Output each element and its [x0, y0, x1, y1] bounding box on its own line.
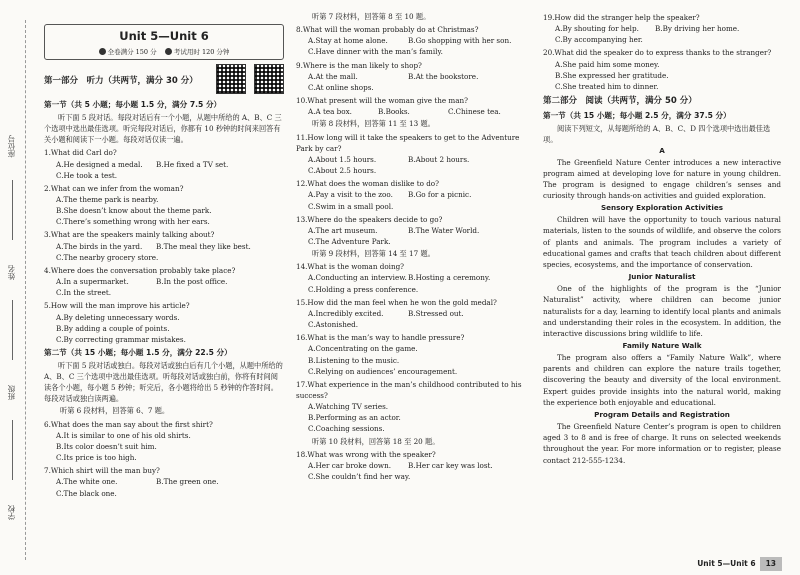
option-row [296, 355, 536, 366]
qr-code-icon[interactable] [254, 64, 284, 94]
answer-option[interactable]: C.By accompanying her. [555, 35, 643, 45]
option-row [44, 323, 284, 334]
passage-paragraph: The program also offers a “Family Nature Walk”, where parents and children can explore the nature trails together, discovering the beauty and diversity of the local environment. Expert guides provide insights into the natural world, making the experience both enjoyable and educational. [543, 353, 781, 407]
question-list-2d [296, 449, 536, 482]
passage-subheading: Sensory Exploration Activities [601, 203, 723, 213]
option-row [543, 70, 781, 81]
answer-option[interactable]: C.Relying on audiences’ encouragement. [308, 366, 458, 376]
answer-option[interactable]: B.She expressed her gratitude. [555, 70, 669, 80]
answer-option[interactable]: C.The nearby grocery store. [56, 252, 159, 262]
option-row [543, 34, 781, 45]
part1-sec2-heading: 第二节（共 15 小题；每小题 1.5 分，满分 22.5 分） [44, 348, 232, 358]
passage-subheading: Program Details and Registration [594, 409, 730, 419]
answer-option[interactable]: A.At the mall. [308, 71, 358, 81]
answer-option[interactable]: A.It is similar to one of his old shirts. [56, 430, 191, 440]
answer-option[interactable]: A.By shouting for help. [555, 24, 639, 34]
answer-option[interactable]: C.The Adventure Park. [308, 236, 391, 246]
passage-paragraph: Children will have the opportunity to touch various natural materials, listen to the sounds of wildlife, and observe the colors of plants and animals. The program includes a variety of educational games and crafts that teach children about different species, ecosystems, and the importance of conservation. [543, 215, 781, 269]
option-row [44, 334, 284, 345]
option-row [44, 276, 284, 287]
answer-option[interactable]: C.Coaching sessions. [308, 424, 385, 434]
answer-option[interactable]: B.By driving her home. [655, 24, 740, 34]
question-stem: 12.What does the woman dislike to do? [296, 179, 439, 189]
material-note: 听第 9 段材料，回答第 14 至 17 题。 [312, 249, 435, 259]
answer-option[interactable]: C.Have dinner with the man’s family. [308, 47, 443, 57]
question-stem: 3.What are the speakers mainly talking about? [44, 230, 215, 240]
answer-option[interactable]: B.Listening to the music. [308, 355, 400, 365]
answer-option[interactable]: C.She treated him to dinner. [555, 81, 659, 91]
option-row [296, 284, 536, 295]
question-stem: 8.What will the woman probably do at Christmas? [296, 25, 479, 35]
name-blank [12, 300, 13, 360]
qr-code-icon[interactable] [216, 64, 246, 94]
answer-option[interactable]: B.In the post office. [156, 277, 228, 287]
answer-option[interactable]: B.At the bookstore. [408, 71, 479, 81]
option-row [543, 81, 781, 92]
option-row [44, 170, 284, 181]
question-list-1 [44, 147, 284, 345]
class-label: 班级 [7, 385, 16, 400]
answer-option[interactable]: C.Chinese tea. [448, 107, 501, 117]
answer-option[interactable]: C.He took a test. [56, 170, 118, 180]
part1-sec2-instructions: 听下面 5 段对话或独白。每段对话或独白后有几个小题，从题中所给的 A、B、C 三个选项中选出最佳选项。听每段对话或独白前，你将有时间阅读各个小题，每小题 5 秒钟；听完后，各小题将给出 5 秒钟的作答时间。每段对话或独白读两遍。 [44, 360, 283, 404]
option-row [44, 287, 284, 298]
answer-option[interactable]: C.She couldn’t find her way. [308, 472, 411, 482]
answer-option[interactable]: B.The Water World. [408, 225, 480, 235]
class-blank [12, 420, 13, 480]
question-stem: 6.What does the man say about the first shirt? [44, 419, 213, 429]
question-stem: 7.Which shirt will the man buy? [44, 466, 160, 476]
option-row [44, 488, 284, 499]
answer-option[interactable]: A.About 1.5 hours. [308, 154, 377, 164]
option-row [296, 71, 536, 82]
column-1 [44, 24, 284, 499]
answer-option[interactable]: A.Stay at home alone. [308, 36, 388, 46]
answer-option[interactable]: A.The white one. [56, 477, 118, 487]
option-row [296, 189, 536, 200]
school-label: 学校 [7, 505, 16, 520]
page-number: 13 [760, 557, 782, 571]
page-footer [697, 557, 782, 571]
option-row [44, 241, 284, 252]
option-row [296, 236, 536, 247]
answer-option[interactable]: A.In a supermarket. [56, 277, 129, 287]
answer-option[interactable]: C.In the street. [56, 288, 112, 298]
answer-option[interactable]: B.The green one. [156, 477, 219, 487]
option-row [296, 46, 536, 57]
question-list-2a [296, 24, 536, 117]
answer-option[interactable]: C.The black one. [56, 488, 117, 498]
option-row [44, 312, 284, 323]
answer-option[interactable]: B.She doesn’t know about the theme park. [56, 206, 212, 216]
option-row [296, 272, 536, 283]
unit-title: Unit 5—Unit 6 [119, 29, 209, 43]
answer-option[interactable]: B.Go for a picnic. [408, 190, 472, 200]
option-row [296, 343, 536, 354]
binding-strip [0, 0, 34, 575]
question-stem: 11.How long will it take the speakers to get to the Adventure Park by car? [296, 132, 520, 153]
option-row [296, 201, 536, 212]
part2-heading: 第二部分 阅读（共两节，满分 50 分） [543, 96, 697, 107]
option-row [44, 194, 284, 205]
answer-option[interactable]: A.She paid him some money. [555, 59, 660, 69]
answer-option[interactable]: A.Watching TV series. [308, 402, 389, 412]
passage-paragraph: The Greenfield Nature Center’s program is open to children aged 3 to 8 and is free of charge. It runs on selected weekends throughout the year. For more information or to register, please contact 212-555-1234. [543, 422, 781, 465]
answer-option[interactable]: B.Stressed out. [408, 308, 464, 318]
answer-option[interactable]: C.Holding a press conference. [308, 284, 419, 294]
answer-option[interactable]: B.Go shopping with her son. [408, 36, 512, 46]
question-list-1b [44, 419, 284, 499]
option-row [296, 35, 536, 46]
answer-option[interactable]: C.About 2.5 hours. [308, 166, 377, 176]
column-3 [543, 10, 781, 466]
answer-option[interactable]: B.Its color doesn’t suit him. [56, 441, 157, 451]
answer-option[interactable]: A.He designed a medal. [56, 159, 143, 169]
answer-option[interactable]: B.Her car key was lost. [408, 460, 493, 470]
option-row [44, 159, 284, 170]
answer-option[interactable]: A.Her car broke down. [308, 460, 392, 470]
question-stem: 1.What did Carl do? [44, 148, 117, 158]
question-stem: 20.What did the speaker do to express thanks to the stranger? [543, 48, 772, 58]
option-row [296, 471, 536, 482]
question-stem: 2.What can we infer from the woman? [44, 183, 184, 193]
option-row [44, 205, 284, 216]
cut-line [25, 20, 26, 560]
name-label: 姓名 [7, 265, 16, 280]
part1-heading: 第一部分 听力（共两节，满分 30 分） [44, 76, 198, 87]
option-row [296, 423, 536, 434]
footer-unit: Unit 5—Unit 6 [697, 559, 756, 569]
question-stem: 17.What experience in the man’s childhood contributed to his success? [296, 379, 522, 400]
part1-sec1-instructions: 听下面 5 段对话。每段对话后有一个小题，从题中所给的 A、B、C 三个选项中选出最佳选项。听完每段对话后，你都有 10 秒钟的时间来回答有关小题和阅读下一小题。每段对话仅读一遍。 [44, 112, 282, 145]
part1-header-row [44, 64, 284, 97]
material-note: 听第 8 段材料，回答第 11 至 13 题。 [312, 119, 435, 129]
question-stem: 19.How did the stranger help the speaker? [543, 13, 700, 22]
part1-sec1-heading: 第一节（共 5 小题；每小题 1.5 分，满分 7.5 分） [44, 100, 222, 110]
question-stem: 13.Where do the speakers decide to go? [296, 214, 443, 224]
option-row [296, 401, 536, 412]
passage-subheading: Junior Naturalist [628, 272, 696, 282]
title-box [44, 24, 284, 60]
answer-option[interactable]: A.Incredibly excited. [308, 308, 384, 318]
answer-option[interactable]: C.Its price is too high. [56, 453, 137, 463]
answer-option[interactable]: B.The meal they like best. [156, 241, 251, 251]
material-note: 听第 6 段材料，回答第 6、7 题。 [60, 406, 170, 416]
passage-paragraph: One of the highlights of the program is the “Junior Naturalist” activity, where children can become junior naturalists for a day, learning to identify local plants and animals and understanding their roles in the ecosystem. In addition, the interactive discussions bring wildlife to life. [543, 284, 781, 338]
option-row [296, 165, 536, 176]
option-row [44, 476, 284, 487]
question-stem: 5.How will the man improve his article? [44, 301, 190, 311]
option-row [296, 82, 536, 93]
option-row [296, 308, 536, 319]
part2-instructions: 阅读下列短文，从每题所给的 A、B、C、D 四个选项中选出最佳选项。 [543, 124, 771, 145]
question-stem: 9.Where is the man likely to shop? [296, 60, 422, 70]
question-stem: 18.What was wrong with the speaker? [296, 449, 436, 459]
option-row [296, 106, 536, 117]
question-stem: 4.Where does the conversation probably take place? [44, 265, 236, 275]
option-row [44, 430, 284, 441]
option-row [296, 225, 536, 236]
question-stem: 10.What present will the woman give the man? [296, 96, 468, 106]
answer-option[interactable]: A.By deleting unnecessary words. [56, 312, 180, 322]
passage-subheading: Family Nature Walk [622, 341, 702, 350]
question-list-3 [543, 12, 781, 92]
option-row [296, 412, 536, 423]
option-row [296, 319, 536, 330]
answer-option[interactable]: A.The birds in the yard. [56, 241, 143, 251]
answer-option[interactable]: C.Swim in a small pool. [308, 201, 394, 211]
exam-meta: 全卷满分 150 分 考试用时 120 分钟 [45, 47, 283, 57]
option-row [296, 154, 536, 165]
answer-option[interactable]: C.At online shops. [308, 82, 374, 92]
answer-option[interactable]: A.The theme park is nearby. [56, 195, 159, 205]
option-row [44, 441, 284, 452]
answer-option[interactable]: A.Concentrating on the game. [308, 344, 418, 354]
answer-option[interactable]: B.He fixed a TV set. [156, 159, 229, 169]
score-icon [99, 48, 106, 55]
answer-option[interactable]: A.Conducting an interview. [308, 273, 407, 283]
option-row [44, 252, 284, 263]
answer-option[interactable]: A.The art museum. [308, 225, 378, 235]
part2-sec1-heading: 第一节（共 15 小题；每小题 2.5 分，满分 37.5 分） [543, 111, 731, 121]
question-list-2c [296, 261, 536, 434]
passage-paragraph: The Greenfield Nature Center introduces a new interactive program aimed at developing love for nature in young children. The program is designed to engage children’s senses and curiosity through hands-on activities and guided exploration. [543, 157, 781, 200]
passage-label: A [659, 146, 665, 156]
option-row [296, 366, 536, 377]
option-row [44, 216, 284, 227]
material-note: 听第 7 段材料，回答第 8 至 10 题。 [312, 12, 431, 21]
answer-option[interactable]: C.Astonished. [308, 320, 359, 330]
answer-option[interactable]: A.Pay a visit to the zoo. [308, 190, 393, 200]
seat-number-blank [12, 180, 13, 240]
answer-option[interactable]: B.Performing as an actor. [308, 413, 401, 423]
question-stem: 16.What is the man’s way to handle pressure? [296, 333, 465, 343]
option-row [543, 59, 781, 70]
answer-option[interactable]: A.A tea box. [308, 107, 352, 117]
option-row [44, 452, 284, 463]
answer-option[interactable]: C.By correcting grammar mistakes. [56, 334, 186, 344]
seat-number-label: 座位号 [7, 135, 16, 158]
clock-icon [165, 48, 172, 55]
answer-option[interactable]: B.About 2 hours. [408, 154, 470, 164]
answer-option[interactable]: C.There’s something wrong with her ears. [56, 217, 210, 227]
option-row [543, 23, 781, 34]
answer-option[interactable]: B.Hosting a ceremony. [408, 273, 491, 283]
material-note: 听第 10 段材料，回答第 18 至 20 题。 [312, 436, 440, 446]
column-2 [296, 10, 536, 482]
question-list-2b [296, 132, 536, 248]
option-row [296, 460, 536, 471]
question-stem: 14.What is the woman doing? [296, 262, 405, 272]
answer-option[interactable]: B.Books. [378, 107, 410, 117]
answer-option[interactable]: B.By adding a couple of points. [56, 323, 170, 333]
question-stem: 15.How did the man feel when he won the gold medal? [296, 297, 497, 307]
